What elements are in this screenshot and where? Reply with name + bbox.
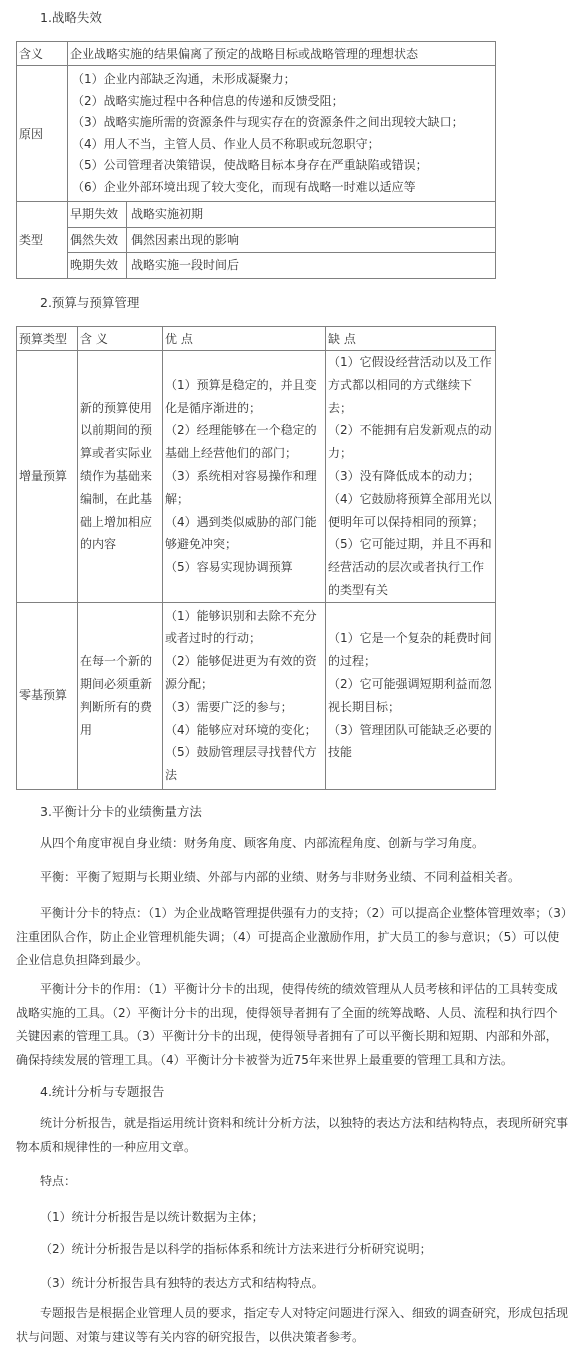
- type-subtable: [68, 202, 496, 279]
- table-row: [17, 351, 496, 603]
- con-item: （5）它可能过期，并且不再和经营活动的层次或者执行工作的类型有关: [328, 537, 492, 597]
- pro-item: （1）预算是稳定的，并且变化是循序渐进的；: [165, 377, 317, 415]
- con-item: （3）管理团队可能缺乏必要的技能: [328, 722, 492, 760]
- budget-pros: [163, 351, 326, 603]
- strategy-failure-table: [16, 41, 496, 279]
- list-item: （1）统计分析报告是以统计数据为主体；: [40, 1210, 264, 1224]
- header-cell: 缺 点: [326, 327, 496, 351]
- cause-item: （1）企业内部缺乏沟通，未形成凝聚力；: [72, 72, 296, 86]
- con-item: （3）没有降低成本的动力；: [328, 468, 480, 483]
- type-desc: 战略实施初期: [131, 207, 204, 221]
- con-item: （1）它假设经营活动以及工作方式都以相同的方式继续下去；: [328, 355, 492, 415]
- type-row: [68, 227, 495, 253]
- type-name: 晚期失效: [68, 253, 127, 278]
- section-heading-3: 3.平衡计分卡的业绩衡量方法: [40, 804, 202, 819]
- budget-meaning: 新的预算使用以前期间的预算或者实际业绩作为基础来编制，在此基础上增加相应的内容: [78, 351, 163, 603]
- cause-item: （6）企业外部环境出现了较大变化，而现有战略一时难以适应等: [72, 179, 416, 194]
- pro-item: （2）能够促进更为有效的资源分配；: [165, 654, 317, 691]
- type-name: 偶然失效: [68, 228, 127, 253]
- pro-item: （4）能够应对环境的变化；: [165, 722, 317, 737]
- table-row: [17, 602, 496, 789]
- type-desc: 战略实施一段时间后: [131, 258, 240, 272]
- cause-list: [68, 66, 496, 202]
- cause-item: （4）用人不当，主管人员、作业人员不称职或玩忽职守；: [72, 136, 380, 151]
- budget-meaning: 在每一个新的期间必须重新判断所有的费用: [78, 602, 163, 789]
- type-label: 类型: [17, 202, 68, 279]
- budget-pros: [163, 602, 326, 789]
- paragraph: 专题报告是根据企业管理人员的要求，指定专人对特定问题进行深入、细致的调查研究，形成包括现状与问题、对策与建议等有关内容的研究报告，以供决策者参考。: [16, 1306, 569, 1344]
- budget-cons: [326, 602, 496, 789]
- section-heading-4: 4.统计分析与专题报告: [40, 1084, 165, 1099]
- paragraph: 平衡计分卡的作用：（1）平衡计分卡的出现，使得传统的绩效管理从人员考核和评估的工具转变成战略实施的工具。（2）平衡计分卡的出现，使得领导者拥有了全面的统筹战略、人员、流程和执行四个关键因素的管理工具。（3）平衡计分卡的出现，使得领导者拥有了可以平衡长期和短期、内部和外部，确保持续发展的管理工具。（4）平衡计分卡被誉为近75年来世界上最重要的管理工具和方法。: [16, 982, 558, 1067]
- cause-item: （5）公司管理者决策错误，使战略目标本身存在严重缺陷或错误；: [72, 158, 428, 172]
- pro-item: （3）需要广泛的参与；: [165, 699, 293, 714]
- pro-item: （1）能够识别和去除不充分或者过时的行动；: [165, 608, 317, 646]
- budget-cons: [326, 351, 496, 603]
- type-desc: 偶然因素出现的影响: [131, 232, 240, 247]
- pro-item: （2）经理能够在一个稳定的基础上经营他们的部门；: [165, 423, 317, 461]
- type-name: 早期失效: [68, 202, 127, 227]
- feature-heading: 特点：: [40, 1174, 77, 1188]
- pro-item: （4）遇到类似威胁的部门能够避免冲突；: [165, 514, 317, 552]
- budget-type: 增量预算: [17, 351, 78, 603]
- list-item: （2）统计分析报告是以科学的指标体系和统计方法来进行分析研究说明；: [40, 1242, 432, 1256]
- pro-item: （5）容易实现协调预算: [165, 560, 293, 575]
- header-cell: 预算类型: [17, 327, 78, 351]
- section-heading-1: 1.战略失效: [40, 10, 102, 25]
- section-heading-2: 2.预算与预算管理: [40, 295, 140, 310]
- def-label: 含义: [17, 42, 68, 66]
- pro-item: （5）鼓励管理层寻找替代方法: [165, 745, 317, 783]
- list-item: （3）统计分析报告具有独特的表达方式和结构特点。: [40, 1276, 324, 1290]
- con-item: （2）它可能强调短期利益而忽视长期目标；: [328, 676, 492, 714]
- paragraph: 平衡计分卡的特点：（1）为企业战略管理提供强有力的支持；（2）可以提高企业整体管理效率；（3）注重团队合作，防止企业管理机能失调；（4）可提高企业激励作用，扩大员工的参与意识；（5）可以使企业信息负担降到最少。: [16, 906, 567, 967]
- table-header-row: [17, 327, 496, 351]
- type-row: [68, 252, 495, 278]
- budget-table: [16, 326, 496, 790]
- header-cell: 含 义: [78, 327, 163, 351]
- cause-label: 原因: [17, 66, 68, 202]
- con-item: （2）不能拥有启发新观点的动力；: [328, 423, 492, 461]
- con-item: （4）它鼓励将预算全部用光以便明年可以保持相同的预算；: [328, 491, 492, 529]
- con-item: （1）它是一个复杂的耗费时间的过程；: [328, 631, 492, 669]
- paragraph: 从四个角度审视自身业绩：财务角度、顾客角度、内部流程角度、创新与学习角度。: [40, 836, 485, 850]
- paragraph: 统计分析报告，就是指运用统计资料和统计分析方法，以独特的表达方法和结构特点，表现所研究事物本质和规律性的一种应用文章。: [16, 1116, 569, 1154]
- def-text: 企业战略实施的结果偏离了预定的战略目标或战略管理的理想状态: [68, 42, 496, 66]
- cause-item: （3）战略实施所需的资源条件与现实存在的资源条件之间出现较大缺口；: [72, 115, 464, 129]
- budget-type: 零基预算: [17, 602, 78, 789]
- cause-item: （2）战略实施过程中各种信息的传递和反馈受阻；: [72, 93, 344, 108]
- paragraph: 平衡：平衡了短期与长期业绩、外部与内部的业绩、财务与非财务业绩、不同利益相关者。: [40, 870, 521, 884]
- type-row: [68, 202, 495, 227]
- pro-item: （3）系统相对容易操作和理解；: [165, 468, 317, 506]
- header-cell: 优 点: [163, 327, 326, 351]
